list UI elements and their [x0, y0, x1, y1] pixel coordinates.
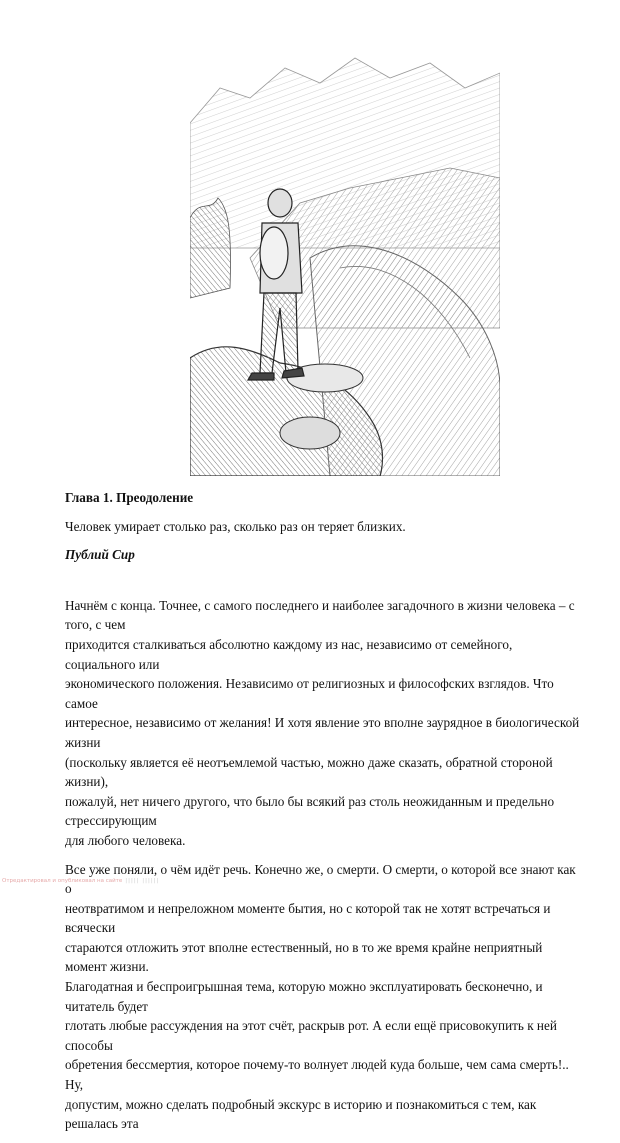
- paragraph: [65, 596, 585, 851]
- chapter-title: Глава 1. Преодоление: [65, 490, 194, 505]
- epigraph-author: Публий Сир: [65, 547, 135, 563]
- text-line: пожалуй, нет ничего другого, что было бы всякий раз столь неожиданным и предельно стрессирующим: [65, 793, 555, 829]
- paragraph: [65, 860, 585, 1134]
- text-line: интересное, независимо от желания! И хотя явление это вполне заурядное в биологической жизни: [65, 715, 580, 750]
- chapter-text: [65, 488, 585, 1143]
- text-line: глотать любые рассуждения на этот счёт, раскрыв рот. А если ещё присовокупить к ней способы: [65, 1018, 557, 1053]
- watermark: [2, 878, 159, 884]
- epigraph: Человек умирает столько раз, сколько раз он теряет близких.: [65, 518, 406, 534]
- text-line: неотвратимом и непреложном моменте бытия, но с которой так не хотят встречаться и всячески: [65, 900, 551, 936]
- watermark-text: Отредактировал и опубликовал на сайте: [2, 878, 123, 884]
- text-line: обретения бессмертия, которое почему-то волнует людей куда больше, чем сама смерть!.. Ну,: [65, 1057, 569, 1093]
- hiker-mountain-illustration: [190, 28, 500, 476]
- text-line: Благодатная и беспроигрышная тема, которую можно эксплуатировать бесконечно, и читатель будет: [65, 979, 543, 1014]
- text-line: приходится сталкиваться абсолютно каждому из нас, независимо от семейного, социального или: [65, 636, 513, 672]
- pencil-sketch-hiker-in-mountains-icon: [190, 28, 500, 476]
- text-line: Начнём с конца. Точнее, с самого последнего и наиболее загадочного в жизни человека – с того, с чем: [65, 597, 575, 633]
- text-line: для любого человека.: [65, 832, 186, 848]
- watermark-bars: ||||| ||||||: [125, 878, 160, 884]
- text-line: допустим, можно сделать подробный экскурс в историю и познакомиться с тем, как решалась эта: [65, 1096, 537, 1132]
- text-line: Все уже поняли, о чём идёт речь. Конечно же, о смерти. О смерти, о которой все знают как о: [65, 861, 576, 897]
- text-line: (поскольку является её неотъемлемой частью, можно даже сказать, обратной стороной жизни),: [65, 754, 553, 790]
- text-line: экономического положения. Независимо от религиозных и философских взглядов. Что самое: [65, 676, 554, 711]
- text-line: стараются отложить этот вполне естественный, но в то же время крайне неприятный момент жизни.: [65, 939, 543, 975]
